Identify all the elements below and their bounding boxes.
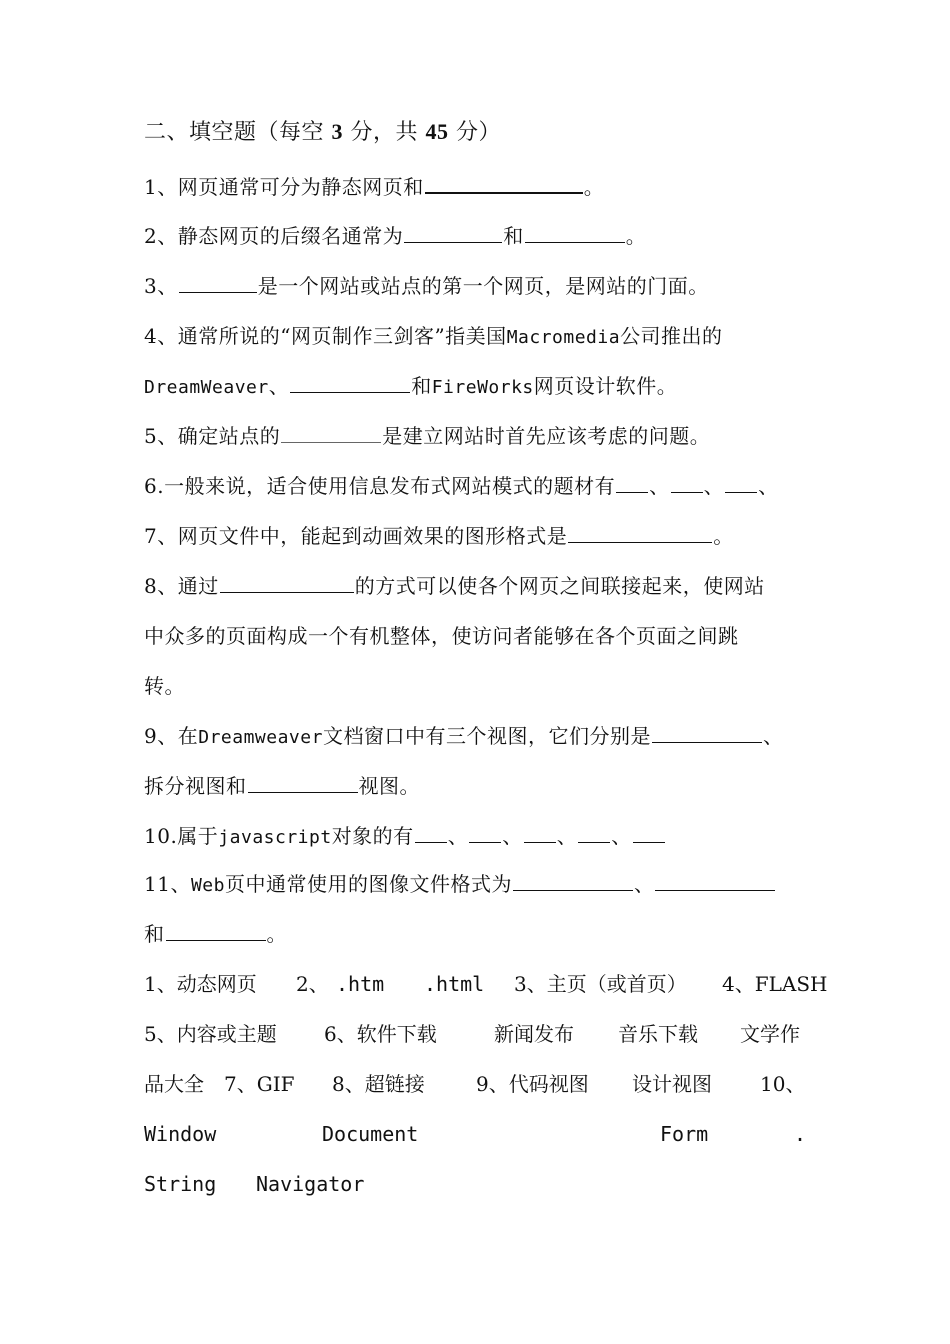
answer-text: Navigator	[256, 1172, 365, 1196]
question-text: javascript	[218, 827, 332, 848]
answer-text: Window	[144, 1122, 217, 1146]
question-text: 10.属于	[144, 824, 219, 848]
separator: 、	[703, 474, 725, 498]
answer-text: .	[794, 1122, 807, 1146]
answer-blank[interactable]	[166, 918, 266, 941]
question-text: 2、静态网页的后缀名通常为	[144, 224, 404, 248]
question-11-cont	[144, 918, 287, 950]
answer-text: 7、GIF	[224, 1072, 295, 1096]
question-8	[144, 570, 765, 602]
question-text: 页中通常使用的图像文件格式为	[224, 872, 512, 896]
question-text: 、	[762, 724, 784, 748]
answer-text: 新闻发布	[494, 1022, 574, 1046]
question-text: Web	[190, 875, 225, 896]
answer-blank[interactable]	[633, 820, 665, 843]
question-6	[144, 470, 779, 502]
answer-text: 品大全	[144, 1072, 204, 1096]
question-text: 网页设计软件。	[533, 374, 678, 398]
answer-blank[interactable]	[616, 470, 648, 493]
question-text: 5、确定站点的	[144, 424, 281, 448]
question-8-cont2	[144, 670, 185, 702]
title-points-each: 3	[331, 119, 344, 144]
question-text: 4、通常所说的“网页制作三剑客”指美国	[144, 324, 507, 348]
question-9	[144, 720, 783, 752]
title-text: 分）	[456, 120, 502, 145]
answer-text: 音乐下载	[618, 1022, 698, 1046]
question-text: 9、在	[144, 724, 199, 748]
answer-text: 8、超链接	[332, 1072, 425, 1096]
question-text: 公司推出的	[620, 324, 723, 348]
question-text: 转。	[144, 674, 185, 698]
question-9-cont	[144, 770, 420, 802]
question-text: 8、通过	[144, 574, 219, 598]
answer-blank[interactable]	[469, 820, 501, 843]
answer-blank[interactable]	[671, 470, 703, 493]
question-text: 文档窗口中有三个视图，它们分别是	[322, 724, 651, 748]
separator: 、	[758, 474, 779, 498]
question-text: 和	[144, 922, 165, 946]
answer-blank[interactable]	[525, 220, 625, 243]
question-4	[144, 320, 723, 352]
answer-blank[interactable]	[179, 270, 257, 293]
question-text: 7、网页文件中，能起到动画效果的图形格式是	[144, 524, 568, 548]
question-text: DreamWeaver	[144, 377, 269, 398]
separator: 、	[447, 824, 469, 848]
question-text: 视图。	[358, 774, 420, 798]
question-text: Macromedia	[506, 327, 621, 348]
answer-text: 3、主页（或首页）	[514, 972, 687, 996]
question-4-cont	[144, 370, 677, 402]
answer-text: Document	[322, 1122, 419, 1146]
question-text: 。	[713, 524, 734, 548]
question-2	[144, 220, 646, 252]
answer-text: 6、软件下载	[324, 1022, 437, 1046]
answer-blank[interactable]	[425, 170, 583, 194]
question-text: 。	[266, 922, 287, 946]
question-11	[144, 868, 776, 900]
question-text: 。	[583, 175, 605, 199]
section-title	[144, 116, 501, 148]
answer-text: 文学作	[740, 1022, 800, 1046]
answer-text: 设计视图	[632, 1072, 712, 1096]
question-5	[144, 420, 710, 452]
question-text: 中众多的页面构成一个有机整体，使访问者能够在各个页面之间跳	[144, 624, 739, 648]
answer-blank[interactable]	[248, 770, 358, 793]
answer-blank[interactable]	[513, 868, 633, 891]
answer-blank[interactable]	[281, 420, 381, 443]
question-text: 和	[411, 374, 432, 398]
answer-blank[interactable]	[220, 570, 354, 593]
question-text: 3、	[144, 274, 178, 298]
answer-text: Form	[660, 1122, 709, 1146]
answer-blank[interactable]	[524, 820, 556, 843]
question-8-cont	[144, 620, 739, 652]
question-text: 对象的有	[331, 824, 414, 848]
question-text: FireWorks	[431, 377, 534, 398]
question-text: 、	[633, 872, 655, 896]
answer-blank[interactable]	[725, 470, 757, 493]
separator: 、	[502, 824, 523, 848]
title-text: 二、填空题（每空	[144, 120, 325, 145]
question-text: Dreamweaver	[198, 727, 323, 748]
separator: 、	[649, 474, 670, 498]
answer-text: 1、动态网页	[144, 972, 257, 996]
title-points-total: 45	[425, 119, 449, 144]
title-text: 分，共	[350, 120, 419, 145]
question-10	[144, 820, 666, 852]
question-text: 的方式可以使各个网页之间联接起来，使网站	[354, 574, 765, 598]
answer-text: 9、代码视图	[476, 1072, 589, 1096]
question-text: 拆分视图和	[144, 774, 247, 798]
question-text: 1、网页通常可分为静态网页和	[144, 175, 424, 199]
question-text: 是建立网站时首先应该考虑的问题。	[382, 424, 711, 448]
question-3	[144, 270, 709, 302]
separator: 、	[611, 824, 632, 848]
answer-text: 5、内容或主题	[144, 1022, 277, 1046]
answer-text: .html	[424, 972, 485, 996]
separator: 、	[556, 824, 578, 848]
question-7	[144, 520, 734, 552]
question-text: 。	[625, 224, 647, 248]
answer-blank[interactable]	[655, 868, 775, 891]
answer-blank[interactable]	[290, 370, 410, 393]
answer-text: 10、	[760, 1072, 806, 1096]
question-text: 、	[268, 374, 290, 398]
answer-blank[interactable]	[415, 820, 447, 843]
answer-blank[interactable]	[568, 520, 712, 543]
answer-blank[interactable]	[652, 720, 762, 743]
answer-text: String	[144, 1172, 217, 1196]
answer-blank[interactable]	[404, 220, 502, 243]
answer-text: .htm	[336, 972, 385, 996]
answer-text: 2、	[296, 972, 329, 996]
question-text: 和	[503, 224, 524, 248]
question-text: 是一个网站或站点的第一个网页，是网站的门面。	[257, 274, 709, 298]
question-1	[144, 170, 604, 202]
question-text: 11、	[144, 872, 191, 896]
answer-text: 4、FLASH	[722, 972, 828, 996]
answer-blank[interactable]	[578, 820, 610, 843]
question-text: 6.一般来说，适合使用信息发布式网站模式的题材有	[144, 474, 616, 498]
